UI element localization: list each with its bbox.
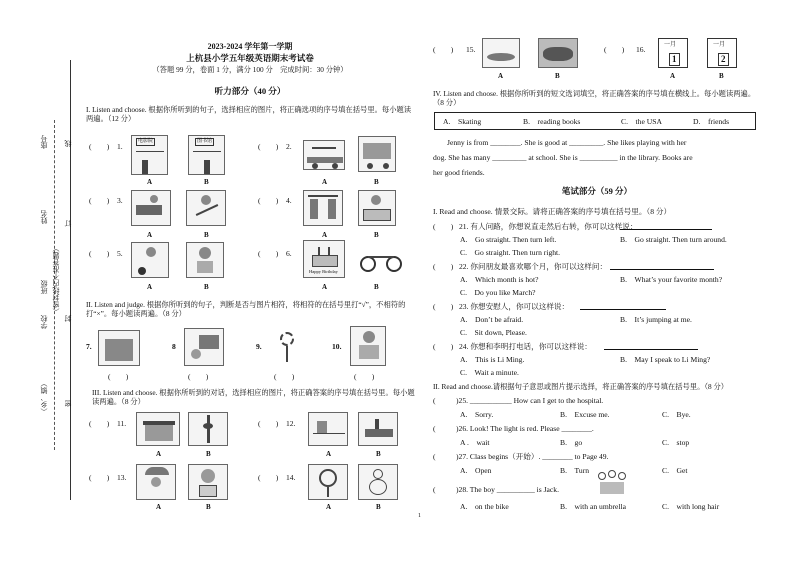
passage-line: her good friends.	[433, 168, 485, 177]
part1-instruction: I. Listen and choose. 根据你所听到的句子，选择相应的图片，将正确选项的序号填在括号里。每小题读两遍。（12 分）	[86, 105, 412, 124]
option: A. Go straight. Then turn left.	[460, 235, 557, 244]
option: A. Don’t be afraid.	[460, 315, 524, 324]
calendar-picture-a: 一月 1	[658, 38, 688, 68]
answer-line	[610, 269, 714, 270]
exam-info: （答题 99 分，卷面 1 分，满分 100 分 完成时间：30 分钟）	[152, 65, 348, 74]
binding-school-label: 学校	[40, 315, 48, 329]
question-27: )27. Class begins（开始）. ________ to Page 49.	[456, 452, 609, 461]
option-a-label: A	[156, 450, 162, 458]
binding-town-label: （乡、镇）	[40, 380, 48, 415]
question-24: 24. 你想和李明打电话，你可以这样说：	[459, 342, 592, 351]
answer-paren[interactable]: ( )	[258, 473, 279, 482]
tower-picture	[188, 412, 228, 446]
option-b-label: B	[206, 450, 211, 458]
computer-picture	[184, 328, 224, 366]
question-number: 3.	[117, 196, 123, 205]
football-picture	[131, 242, 169, 278]
desk-picture	[358, 190, 396, 226]
option-a-label: A	[670, 72, 676, 80]
seal-line	[70, 60, 71, 500]
option-b-label: B	[376, 450, 381, 458]
option-b-label: B	[376, 503, 381, 511]
option-a-label: A	[326, 450, 332, 458]
answer-paren[interactable]: ( )	[258, 249, 279, 258]
word-bank-box	[434, 112, 756, 130]
answer-paren[interactable]: ( )	[89, 196, 110, 205]
answer-paren[interactable]: ( )	[258, 196, 279, 205]
flower-picture	[270, 328, 306, 366]
answer-paren[interactable]: ( )	[604, 45, 625, 54]
lake-picture	[308, 412, 348, 446]
bicycle-picture	[358, 244, 406, 278]
answer-paren[interactable]: ( )	[89, 473, 110, 482]
window-picture	[303, 190, 343, 226]
option-b-label: B	[374, 283, 379, 291]
food-picture-a	[482, 38, 520, 68]
library-picture: 图书馆	[188, 135, 225, 175]
option: B. Turn	[560, 466, 590, 475]
binding-mi: 密	[64, 400, 72, 407]
option: B. May I speak to Li Ming?	[620, 355, 711, 364]
exam-title: 上杭县小学五年级英语期末考试卷	[186, 53, 314, 63]
answer-paren[interactable]: ( )	[258, 419, 279, 428]
answer-paren[interactable]: ( )	[433, 262, 454, 271]
option-a-label: A	[326, 503, 332, 511]
birthday-cake-picture: Happy Birthday	[303, 240, 345, 278]
answer-line	[580, 309, 666, 310]
answer-paren[interactable]: ( )	[258, 142, 279, 151]
answer-paren[interactable]: ( )	[89, 419, 110, 428]
answer-line	[620, 229, 712, 230]
answer-paren[interactable]: ( )	[89, 142, 110, 151]
boy-picture	[186, 242, 224, 278]
option-b-label: B	[719, 72, 724, 80]
option: A. Sorry.	[460, 410, 494, 419]
option: B. go	[560, 438, 583, 447]
option: C. Bye.	[662, 410, 691, 419]
question-number: 10.	[332, 342, 342, 351]
answer-paren[interactable]: ( )	[433, 222, 454, 231]
option-a-label: A	[156, 503, 162, 511]
ship-picture	[358, 412, 398, 446]
word-option: B. reading books	[523, 117, 581, 126]
option: C. with long hair	[662, 502, 720, 511]
question-number: 2.	[286, 142, 292, 151]
answer-paren[interactable]: ( )	[433, 302, 454, 311]
answer-paren[interactable]: ( )	[433, 45, 454, 54]
option-a-label: A	[322, 283, 328, 291]
answer-line	[604, 349, 698, 350]
option-b-label: B	[374, 231, 379, 239]
answer-paren-open[interactable]: (	[433, 485, 436, 494]
snowman-picture	[358, 464, 398, 500]
part4-instruction: IV. Listen and choose. 根据你所听到的短文选词填空，将正确答案的序号填在横线上。每小题读两遍。（8 分）	[433, 89, 756, 108]
binding-feng: 封	[64, 315, 72, 322]
option: B. Excuse me.	[560, 410, 610, 419]
question-26: )26. Look! The light is red. Please ________.	[456, 424, 594, 433]
question-number: 9.	[256, 342, 262, 351]
listening-title: 听力部分（40 分）	[214, 86, 286, 96]
answer-paren-open[interactable]: (	[433, 424, 436, 433]
binding-name-label: 姓名	[40, 210, 48, 224]
question-number: 13.	[117, 473, 127, 482]
option: A . wait	[460, 438, 490, 447]
option-b-label: B	[374, 178, 379, 186]
option: A. Open	[460, 466, 492, 475]
piano-picture	[131, 190, 171, 226]
option-a-label: A	[147, 178, 153, 186]
option-a-label: A	[322, 178, 328, 186]
children-picture	[594, 468, 630, 500]
question-number: 15.	[466, 45, 476, 54]
doctor-picture	[188, 464, 228, 500]
question-28: )28. The boy __________ is Jack.	[456, 485, 559, 494]
hospital-building-picture	[98, 330, 140, 366]
option-b-label: B	[204, 178, 209, 186]
option-a-label: A	[147, 283, 153, 291]
taxi-picture	[303, 140, 345, 170]
option-a-label: A	[498, 72, 504, 80]
judge-paren[interactable]: ( )	[188, 372, 209, 381]
option-b-label: B	[204, 283, 209, 291]
option: A. on the bike	[460, 502, 509, 511]
option: C. Do you like March?	[460, 288, 536, 297]
answer-paren-open[interactable]: (	[433, 452, 436, 461]
part2-instruction: II. Listen and judge. 根据你所听到的句子，判断是否与图片相符，将相符的在括号里打“√”，不相符的打“×”。每小题读两遍。（8 分）	[86, 300, 406, 319]
question-22: 22. 你问朋友最喜欢哪个月，你可以这样问：	[459, 262, 608, 271]
question-number: 12.	[286, 419, 296, 428]
question-number: 11.	[117, 419, 127, 428]
question-number: 6.	[286, 249, 292, 258]
written-title: 笔试部分（59 分）	[561, 186, 633, 196]
question-25: )25. ___________ How can I get to the hospital.	[456, 396, 604, 405]
answer-paren[interactable]: ( )	[433, 342, 454, 351]
option: A. This is Li Ming.	[460, 355, 525, 364]
question-number: 4.	[286, 196, 292, 205]
judge-paren[interactable]: ( )	[354, 372, 375, 381]
option-b-label: B	[204, 231, 209, 239]
passage-line: Jenny is from ________. She is good at _________. She likes playing with her	[447, 138, 687, 147]
calendar-picture-b: 一月 2	[707, 38, 737, 68]
judge-paren[interactable]: ( )	[108, 372, 129, 381]
question-21: 21. 有人问路，你想说直走然后右转，你可以这样说：	[459, 222, 638, 231]
option: C. Wait a minute.	[460, 368, 519, 377]
question-number: 1.	[117, 142, 123, 151]
girl-picture	[350, 326, 386, 366]
tiananmen-picture	[136, 412, 180, 446]
answer-paren-open[interactable]: (	[433, 396, 436, 405]
option-a-label: A	[147, 231, 153, 239]
fan-picture	[308, 464, 348, 500]
cinema-picture: 电影院	[131, 135, 168, 175]
binding-xian: 线	[64, 140, 72, 147]
option-a-label: A	[322, 231, 328, 239]
option: B. It’s jumping at me.	[620, 315, 692, 324]
word-option: D. friends	[693, 117, 730, 126]
option-b-label: B	[555, 72, 560, 80]
binding-ding: 订	[64, 220, 72, 227]
question-number: 7.	[86, 342, 92, 351]
option: C. Get	[662, 466, 688, 475]
word-option: C. the USA	[621, 117, 662, 126]
written-s1-instruction: I. Read and choose. 情景交际。请将正确答案的序号填在括号里。（8 分）	[433, 207, 672, 216]
question-number: 14.	[286, 473, 296, 482]
part3-instruction: III. Listen and choose. 根据你所听到的对话，选择相应的图片，将正确答案的序号填在括号里。每小题读两遍。（8 分）	[92, 388, 415, 407]
violin-picture	[186, 190, 226, 226]
bus-picture	[358, 136, 396, 172]
question-23: 23. 你想安慰人，你可以这样说：	[459, 302, 570, 311]
question-number: 5.	[117, 249, 123, 258]
option: C. stop	[662, 438, 690, 447]
passage-line: dog. She has many _________ at school. She is __________ in the library. Books are	[433, 153, 693, 162]
option: B. Go straight. Then turn around.	[620, 235, 727, 244]
question-number: 16.	[636, 45, 646, 54]
answer-paren[interactable]: ( )	[89, 249, 110, 258]
option-b-label: B	[206, 503, 211, 511]
option: A. Which month is hot?	[460, 275, 539, 284]
binding-number-label: 座号	[40, 135, 48, 149]
food-picture-b	[538, 38, 578, 68]
option: C. Sit down, Please.	[460, 328, 527, 337]
binding-note: （密封线内不准答题）	[52, 245, 60, 315]
written-s2-instruction: II. Read and choose.请根据句子意思或图片提示选择，将正确答案的序号填在括号里。（8 分）	[433, 382, 729, 391]
question-number: 8	[172, 342, 176, 351]
girl-umbrella-picture	[136, 464, 176, 500]
judge-paren[interactable]: ( )	[274, 372, 295, 381]
word-option: A. Skating	[443, 117, 482, 126]
option: C. Go straight. Then turn right.	[460, 248, 561, 257]
page-number: 1	[418, 513, 421, 519]
binding-class-label: 班级	[40, 280, 48, 294]
option: B. What’s your favorite month?	[620, 275, 723, 284]
school-year: 2023-2024 学年第一学期	[207, 42, 293, 51]
option: B. with an umbrella	[560, 502, 627, 511]
